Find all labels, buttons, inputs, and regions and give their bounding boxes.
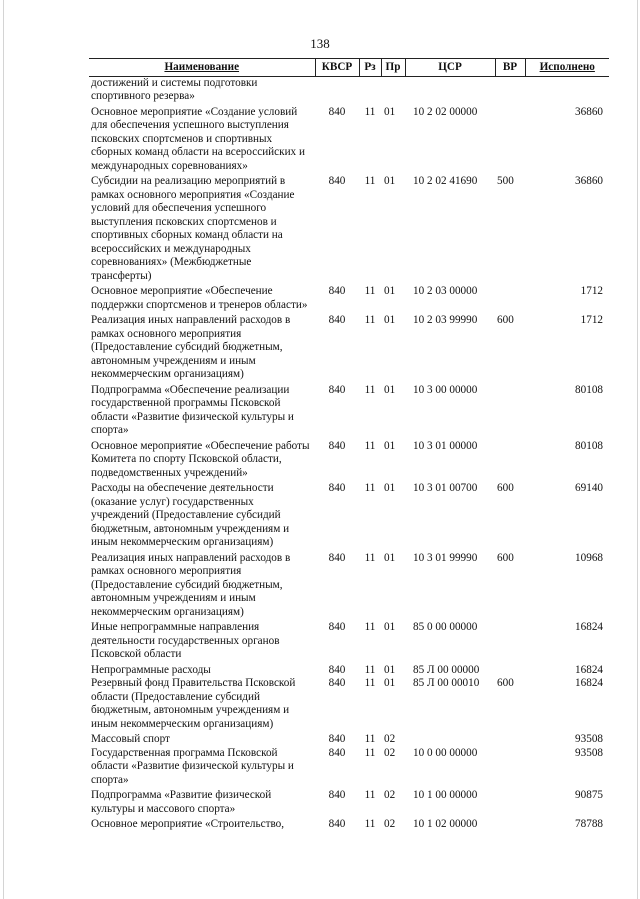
table-row	[89, 747, 609, 788]
cell-pr: 01	[384, 663, 396, 676]
cell-name: Иные непрограммные направления деятельности государственных органов Псковской области	[91, 621, 280, 660]
cell-vr: 600	[497, 314, 514, 326]
cell-pr: 01	[384, 285, 396, 297]
cell-vr	[495, 438, 525, 481]
table-row	[89, 816, 609, 832]
cell-rz	[359, 76, 381, 104]
header-csr: ЦСР	[405, 59, 495, 77]
table-row	[89, 312, 609, 382]
cell-csr: 10 1 00 00000	[413, 789, 478, 801]
cell-rz: 11	[364, 285, 376, 297]
cell-name: Основное мероприятие «Создание условий для обеспечения успешного выступления псковских спортсменов и спортивных сборных команд области на всероссийских и международных соревнованиях»	[91, 105, 305, 172]
cell-sum: 16824	[575, 663, 603, 676]
table-row	[89, 104, 609, 174]
cell-vr: 600	[497, 677, 514, 689]
cell-rz: 11	[364, 105, 376, 118]
cell-kvsr: 840	[328, 789, 346, 801]
cell-vr	[495, 104, 525, 174]
cell-sum: 69140	[575, 482, 603, 494]
cell-name: Реализация иных направлений расходов в рамках основного мероприятия (Предоставление субсидий бюджетным, автономным учреждениям и иным некоммерческим организациям)	[91, 551, 291, 618]
cell-rz: 11	[364, 314, 376, 326]
cell-csr	[405, 76, 495, 104]
cell-name: Резервный фонд Правительства Псковской области (Предоставление субсидий бюджетным, автономным учреждениям и иным некоммерческим организациям)	[91, 677, 296, 730]
table-row	[89, 662, 609, 678]
cell-name: Непрограммные расходы	[91, 663, 211, 676]
cell-rz: 11	[364, 621, 376, 633]
cell-pr: 01	[384, 175, 396, 187]
cell-pr: 02	[384, 733, 396, 745]
table-row	[89, 173, 609, 283]
cell-csr: 10 0 00 00000	[413, 746, 478, 759]
cell-name: Подпрограмма «Обеспечение реализации государственной программы Псковской области «Развитие физической культуры и спорта»	[91, 383, 294, 436]
cell-sum: 80108	[575, 439, 603, 452]
cell-name: Основное мероприятие «Обеспечение поддержки спортсменов и тренеров области»	[91, 285, 308, 311]
cell-kvsr: 840	[328, 621, 346, 633]
cell-rz: 11	[364, 733, 376, 745]
table-row	[89, 731, 609, 747]
cell-kvsr: 840	[328, 383, 346, 396]
cell-name: Государственная программа Псковской области «Развитие физической культуры и спорта»	[91, 746, 294, 786]
cell-kvsr: 840	[328, 818, 346, 830]
cell-pr: 02	[384, 818, 396, 830]
cell-csr: 10 2 02 41690	[413, 175, 478, 187]
cell-sum: 93508	[575, 733, 603, 745]
cell-kvsr: 840	[328, 551, 346, 564]
cell-pr: 01	[384, 621, 396, 633]
table-row	[89, 76, 609, 104]
cell-pr: 02	[384, 746, 396, 759]
cell-rz: 11	[364, 663, 376, 676]
cell-csr	[405, 731, 495, 747]
cell-vr	[495, 76, 525, 104]
cell-csr: 85 Л 00 00000	[413, 663, 480, 676]
cell-name: Массовый спорт	[91, 733, 170, 745]
cell-pr: 01	[384, 677, 396, 689]
cell-pr: 01	[384, 105, 396, 118]
cell-csr: 10 2 03 99990	[413, 314, 478, 326]
cell-rz: 11	[364, 482, 376, 494]
cell-sum: 1712	[580, 285, 603, 297]
cell-rz: 11	[364, 383, 376, 396]
header-name: Наименование	[89, 59, 315, 77]
cell-pr	[381, 76, 405, 104]
cell-vr	[495, 283, 525, 312]
cell-csr: 10 2 02 00000	[413, 105, 478, 118]
cell-pr: 01	[384, 383, 396, 396]
table-row	[89, 480, 609, 550]
cell-sum: 93508	[575, 746, 603, 759]
header-vr: ВР	[495, 59, 525, 77]
table-row	[89, 550, 609, 620]
cell-vr	[495, 382, 525, 438]
cell-rz: 11	[364, 439, 376, 452]
cell-sum: 16824	[575, 621, 603, 633]
cell-sum: 10968	[575, 551, 603, 564]
cell-name: Основное мероприятие «Обеспечение работы Комитета по спорту Псковской области, подведомственных учреждений»	[91, 439, 310, 479]
cell-pr: 01	[384, 314, 396, 326]
cell-pr: 01	[384, 439, 396, 452]
cell-csr: 85 Л 00 00010	[413, 677, 480, 689]
table-row	[89, 787, 609, 816]
cell-kvsr: 840	[328, 677, 346, 689]
table-row	[89, 382, 609, 438]
cell-csr: 10 3 00 00000	[413, 383, 478, 396]
cell-kvsr: 840	[328, 105, 346, 118]
cell-rz: 11	[364, 551, 376, 564]
table-body	[89, 76, 609, 832]
page-left-edge	[3, 0, 4, 899]
cell-sum: 90875	[575, 789, 603, 801]
cell-rz: 11	[364, 746, 376, 759]
table-row	[89, 438, 609, 481]
table-row	[89, 283, 609, 312]
cell-vr	[495, 731, 525, 747]
cell-csr: 10 3 01 99990	[413, 551, 478, 564]
cell-name: Основное мероприятие «Строительство,	[91, 818, 285, 830]
cell-kvsr: 840	[328, 746, 346, 759]
cell-kvsr	[315, 76, 359, 104]
table-row	[89, 677, 609, 731]
header-rz: Рз	[359, 59, 381, 77]
header-kvsr: КВСР	[315, 59, 359, 77]
cell-rz: 11	[364, 818, 376, 830]
cell-sum	[525, 76, 609, 104]
cell-kvsr: 840	[328, 314, 346, 326]
cell-sum: 36860	[575, 105, 603, 118]
cell-kvsr: 840	[328, 285, 346, 297]
cell-sum: 80108	[575, 383, 603, 396]
cell-csr: 10 3 01 00700	[413, 482, 478, 494]
table-row	[89, 619, 609, 662]
cell-name: Реализация иных направлений расходов в рамках основного мероприятия (Предоставление субсидий бюджетным, автономным учреждениям и иным некоммерческим организациям)	[91, 314, 291, 380]
cell-kvsr: 840	[328, 439, 346, 452]
table-header	[89, 59, 609, 77]
cell-sum: 78788	[575, 818, 603, 830]
cell-name: достижений и системы подготовки спортивного резерва»	[91, 76, 258, 102]
cell-rz: 11	[364, 175, 376, 187]
cell-csr: 10 2 03 00000	[413, 285, 478, 297]
cell-sum: 16824	[575, 677, 603, 689]
cell-name: Субсидии на реализацию мероприятий в рамках основного мероприятия «Создание условий для обеспечения успешного выступления псковских спортсменов и спортивных сборных команд области на всероссийских и международных соревнованиях» (Межбюджетные трансферты)	[91, 175, 295, 282]
cell-rz: 11	[364, 677, 376, 689]
cell-vr	[495, 619, 525, 662]
cell-vr	[495, 816, 525, 832]
page-number: 138	[310, 36, 330, 51]
cell-vr	[495, 662, 525, 678]
cell-vr: 500	[497, 175, 514, 187]
cell-vr: 600	[497, 482, 514, 494]
cell-sum: 36860	[575, 175, 603, 187]
cell-vr	[495, 747, 525, 788]
cell-name: Расходы на обеспечение деятельности (оказание услуг) государственных учреждений (Предоставление субсидий бюджетным, автономным учреждениям и иным некоммерческим организациям)	[91, 482, 290, 548]
budget-table	[89, 58, 609, 832]
header-pr: Пр	[381, 59, 405, 77]
cell-sum: 1712	[580, 314, 603, 326]
cell-pr: 01	[384, 482, 396, 494]
cell-kvsr: 840	[328, 482, 346, 494]
cell-vr: 600	[497, 551, 514, 564]
cell-pr: 02	[384, 789, 396, 801]
page-right-edge	[637, 0, 638, 899]
cell-name: Подпрограмма «Развитие физической культуры и массового спорта»	[91, 789, 272, 815]
cell-kvsr: 840	[328, 663, 346, 676]
cell-rz: 11	[364, 789, 376, 801]
cell-csr: 10 1 02 00000	[413, 818, 478, 830]
cell-vr	[495, 787, 525, 816]
cell-pr: 01	[384, 551, 396, 564]
cell-csr: 85 0 00 00000	[413, 621, 478, 633]
cell-kvsr: 840	[328, 733, 346, 745]
header-sum: Исполнено	[525, 59, 609, 77]
cell-kvsr: 840	[328, 175, 346, 187]
cell-csr: 10 3 01 00000	[413, 439, 478, 452]
